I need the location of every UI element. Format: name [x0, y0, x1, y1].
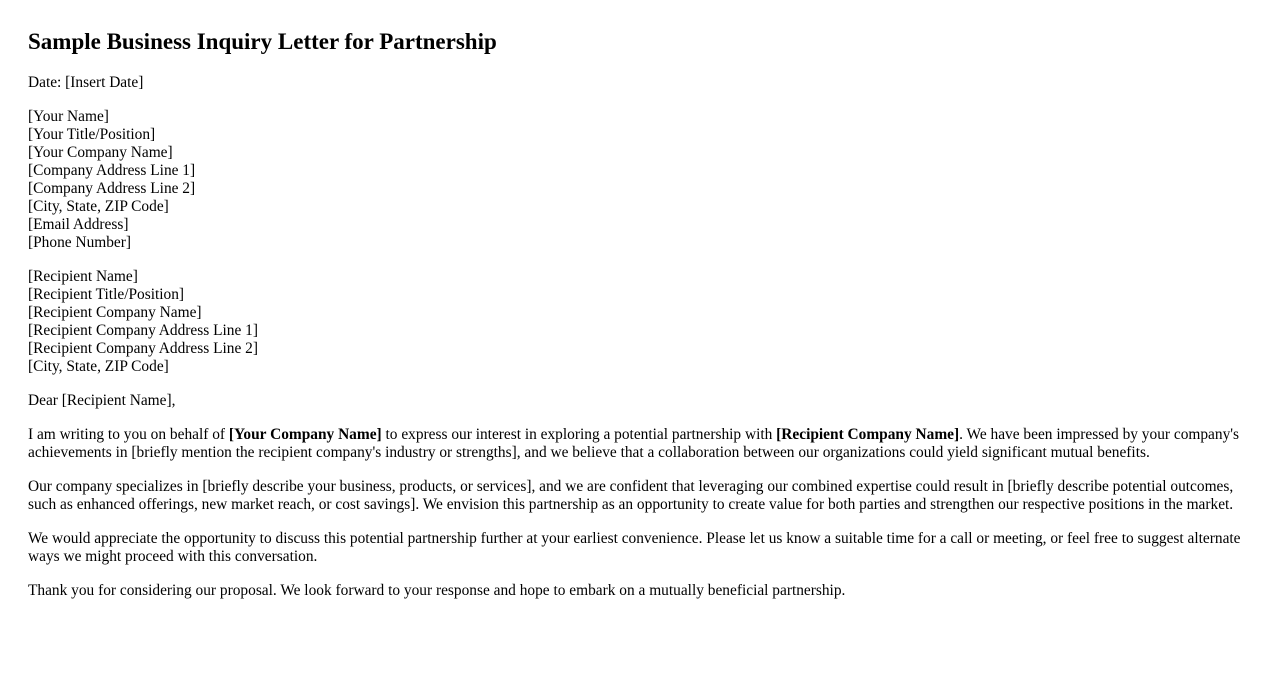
paragraph-text: to express our interest in exploring a potential partnership with [381, 426, 777, 443]
letter-document [0, 28, 1278, 600]
recipient-name: [Recipient Name] [28, 268, 138, 285]
body-paragraph-1 [28, 426, 1250, 462]
salutation: Dear [Recipient Name], [28, 392, 176, 409]
paragraph-text: I am writing to you on behalf of [28, 426, 229, 443]
sender-address-block [28, 108, 1250, 252]
sender-phone: [Phone Number] [28, 234, 132, 251]
letter-title: Sample Business Inquiry Letter for Partnership [28, 29, 497, 54]
sender-email: [Email Address] [28, 216, 129, 233]
body-paragraph-3: We would appreciate the opportunity to discuss this potential partnership further at your earliest convenience. Please let us know a suitable time for a call or meeting, or feel free to suggest alternate ways we might proceed with this conversation. [28, 530, 1241, 565]
bold-recipient-company-name: [Recipient Company Name] [776, 426, 960, 443]
sender-address-line-1: [Company Address Line 1] [28, 162, 196, 179]
recipient-address-block [28, 268, 1250, 376]
body-paragraph-2: Our company specializes in [briefly describe your business, products, or services], and we are confident that leveraging our combined expertise could result in [briefly describe potential outcomes, such as enhanced offerings, new market reach, or cost savings]. We envision this partnership as an opportunity to create value for both parties and strengthen our respective positions in the market. [28, 478, 1234, 513]
date-line: Date: [Insert Date] [28, 74, 144, 91]
recipient-address-line-2: [Recipient Company Address Line 2] [28, 340, 258, 357]
recipient-company: [Recipient Company Name] [28, 304, 202, 321]
paragraph-text: . We have been impressed by your company's achievements in [briefly mention the recipient company's industry or strengths], and we believe that a collaboration between our organizations could yield significant mutual benefits. [28, 426, 1240, 461]
bold-company-name: [Your Company Name] [228, 426, 382, 443]
sender-address-line-2: [Company Address Line 2] [28, 180, 196, 197]
body-paragraph-4: Thank you for considering our proposal. We look forward to your response and hope to embark on a mutually beneficial partnership. [28, 582, 846, 599]
sender-title: [Your Title/Position] [28, 126, 156, 143]
recipient-city-state-zip: [City, State, ZIP Code] [28, 358, 169, 375]
sender-city-state-zip: [City, State, ZIP Code] [28, 198, 169, 215]
recipient-address-line-1: [Recipient Company Address Line 1] [28, 322, 258, 339]
sender-company: [Your Company Name] [28, 144, 173, 161]
sender-name: [Your Name] [28, 108, 109, 125]
recipient-title: [Recipient Title/Position] [28, 286, 185, 303]
